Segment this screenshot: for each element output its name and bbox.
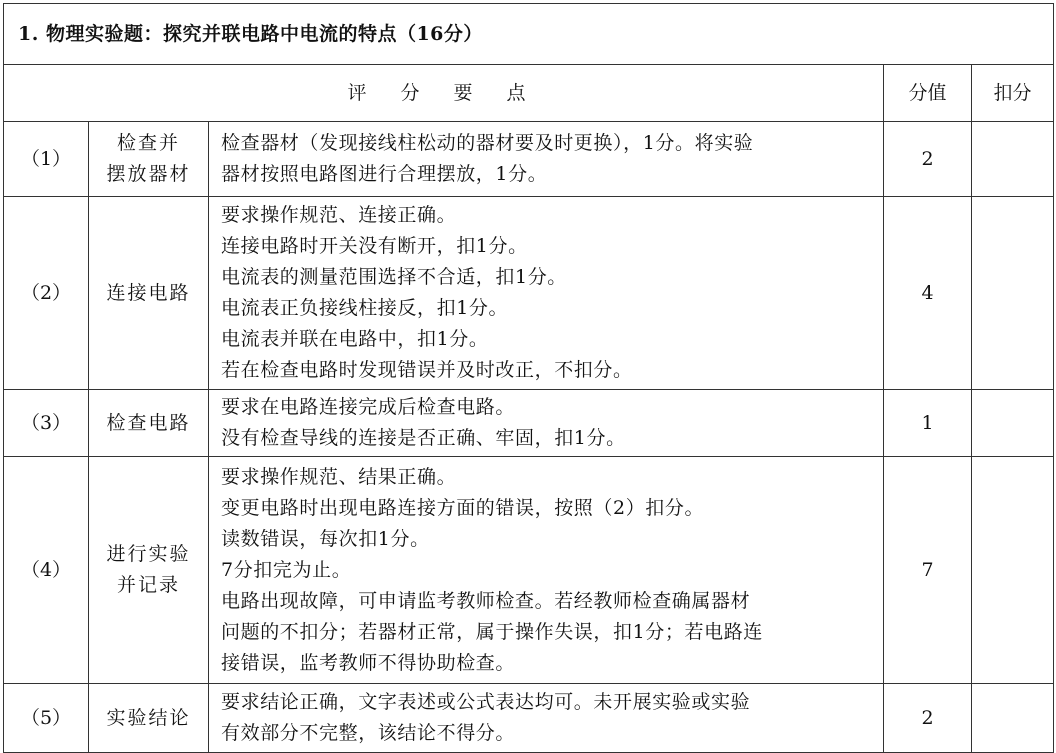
criteria-line: 变更电路时出现电路连接方面的错误，按照（2）扣分。: [221, 496, 705, 519]
deduct-value: [972, 197, 1054, 390]
criteria-line: 7分扣完为止。: [221, 558, 352, 581]
item-line: 并记录: [116, 574, 180, 596]
item-name: [89, 457, 209, 684]
question-title: 1. 物理实验题：探究并联电路中电流的特点（16分）: [4, 4, 1054, 65]
row-number: （5）: [4, 684, 89, 753]
deduct-header: 扣分: [972, 65, 1054, 122]
table-row: [4, 390, 1054, 457]
criteria-line: 电路出现故障，可申请监考教师检查。若经教师检查确属器材: [221, 589, 751, 612]
score-value: 4: [884, 197, 972, 390]
criteria-line: 器材按照电路图进行合理摆放，1分。: [221, 163, 548, 185]
criteria-line: 要求在电路连接完成后检查电路。: [221, 396, 516, 418]
scoring-rubric-table: [3, 3, 1054, 753]
criteria-header: [4, 65, 884, 122]
item-name: [89, 197, 209, 390]
row-number: （4）: [4, 457, 89, 684]
score-value: 2: [884, 122, 972, 197]
criteria-line: 没有检查导线的连接是否正确、牢固，扣1分。: [221, 427, 626, 449]
criteria-description: [209, 122, 884, 197]
item-line: 检查并: [116, 132, 180, 154]
table-row: [4, 684, 1054, 753]
criteria-line: 检查器材（发现接线柱松动的器材要及时更换），1分。将实验: [221, 132, 754, 154]
criteria-description: [209, 197, 884, 390]
title-row: [4, 4, 1054, 65]
criteria-line: 读数错误，每次扣1分。: [221, 527, 430, 550]
criteria-line: 电流表正负接线柱接反，扣1分。: [221, 297, 509, 319]
criteria-line: 问题的不扣分；若器材正常，属于操作失误，扣1分；若电路连: [221, 620, 763, 643]
criteria-line: 要求操作规范、连接正确。: [221, 204, 457, 226]
item-name: [89, 122, 209, 197]
table-row: [4, 122, 1054, 197]
score-value: 7: [884, 457, 972, 684]
criteria-line: 连接电路时开关没有断开，扣1分。: [221, 235, 528, 257]
criteria-line: 要求结论正确，文字表述或公式表达均可。未开展实验或实验: [221, 691, 751, 713]
header-row: [4, 65, 1054, 122]
item-line: 进行实验: [106, 543, 191, 565]
score-value: 2: [884, 684, 972, 753]
criteria-description: [209, 457, 884, 684]
item-line: 实验结论: [106, 706, 191, 729]
criteria-line: 有效部分不完整，该结论不得分。: [221, 722, 516, 744]
deduct-value: [972, 684, 1054, 753]
table-row: [4, 457, 1054, 684]
item-name: [89, 684, 209, 753]
item-line: 摆放器材: [106, 163, 191, 185]
row-number: （2）: [4, 197, 89, 390]
deduct-value: [972, 457, 1054, 684]
criteria-line: 要求操作规范、结果正确。: [221, 465, 457, 488]
row-number: （1）: [4, 122, 89, 197]
criteria-description: [209, 684, 884, 753]
item-line: 检查电路: [106, 411, 191, 434]
criteria-line: 电流表并联在电路中，扣1分。: [221, 328, 489, 350]
criteria-header-label: 评 分 要 点: [347, 81, 540, 104]
deduct-value: [972, 390, 1054, 457]
row-number: （3）: [4, 390, 89, 457]
criteria-line: 若在检查电路时发现错误并及时改正，不扣分。: [221, 359, 633, 381]
score-header: 分值: [884, 65, 972, 122]
table-row: [4, 197, 1054, 390]
criteria-description: [209, 390, 884, 457]
item-name: [89, 390, 209, 457]
score-value: 1: [884, 390, 972, 457]
criteria-line: 电流表的测量范围选择不合适，扣1分。: [221, 266, 567, 288]
item-line: 连接电路: [106, 281, 191, 304]
deduct-value: [972, 122, 1054, 197]
criteria-line: 接错误，监考教师不得协助检查。: [221, 651, 516, 674]
